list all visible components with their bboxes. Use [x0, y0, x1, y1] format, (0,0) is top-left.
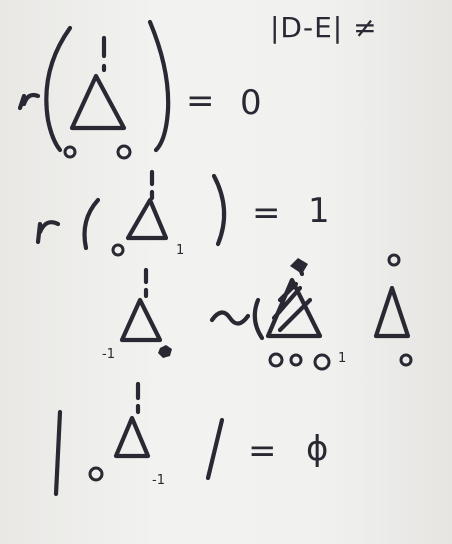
line2-triangle	[128, 200, 166, 238]
line3-triangle	[122, 300, 160, 340]
line3-subscript-left: -1	[102, 347, 115, 362]
line2-small-circle	[113, 245, 123, 255]
line3-filled-dot	[158, 345, 172, 358]
line4-triangle	[116, 418, 148, 456]
line4-left-bar	[56, 412, 60, 494]
line2-right-paren	[214, 176, 224, 244]
line1-r-stroke	[20, 95, 38, 108]
line1-value: 0	[240, 83, 262, 123]
line4-equals: =	[248, 431, 277, 471]
line1-left-paren	[46, 28, 70, 150]
line3-filled-marker	[290, 258, 308, 274]
line1-equals: =	[186, 81, 215, 121]
line2-subscript: 1	[176, 243, 185, 258]
line4-value-phi: ϕ	[306, 429, 329, 469]
line3-circle-3	[315, 355, 329, 369]
line3-small-paren	[255, 300, 262, 338]
line3-circle-2	[291, 355, 301, 365]
line3-tilde	[212, 312, 248, 323]
note-topright: |D-E| ≠	[270, 11, 378, 44]
line1-small-circle-left	[65, 147, 75, 157]
line1-small-circle-right	[118, 146, 130, 158]
line1-right-paren	[150, 22, 168, 150]
line2-left-paren	[85, 200, 99, 248]
line2-r-stroke	[38, 222, 58, 242]
line1-triangle	[72, 76, 124, 128]
line4-right-bar	[208, 420, 222, 478]
line2-equals: =	[252, 193, 281, 233]
line3-label-1: 1	[338, 351, 347, 366]
line2-value: 1	[308, 191, 330, 231]
line3-shaded-triangle	[268, 280, 320, 336]
line3-outline-triangle	[376, 288, 408, 336]
line3-circle-1	[270, 354, 282, 366]
line4-small-circle	[90, 468, 102, 480]
line3-circle-4	[401, 355, 411, 365]
line4-subscript: -1	[152, 473, 165, 488]
line3-circle-top	[389, 255, 399, 265]
